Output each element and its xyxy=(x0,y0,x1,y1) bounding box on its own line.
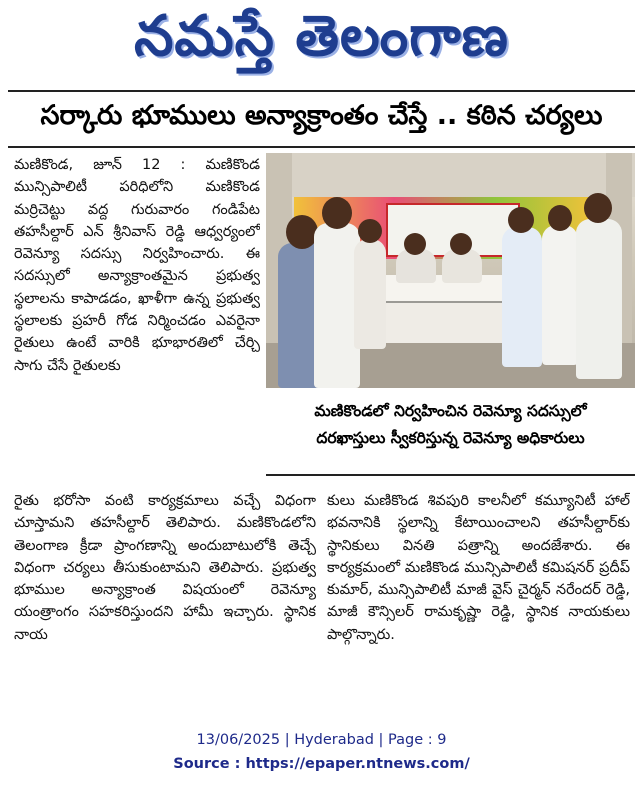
news-photo xyxy=(266,153,635,388)
article-paragraph: రైతు భరోసా వంటి కార్యక్రమాలు వచ్చే విధంగా చూస్తామని తహసీల్దార్ తెలిపారు. మణికొండలోని తెలంగాణ క్రీడా ప్రాంగణాన్ని అందుబాటులోకి తెచ్చే విధంగా చర్యలు తీసుకుంటామని తెలిపారు. ప్రభుత్వ భూముల అన్యాక్రాంత విషయంలో రెవెన్యూ యంత్రాంగం సహకరిస్తుందని హామీ ఇచ్చారు. స్థానిక నాయ xyxy=(14,493,316,643)
article-column-left-top xyxy=(14,154,260,508)
caption-divider xyxy=(266,474,635,476)
photo-caption-line1: మణికొండలో నిర్వహించిన రెవెన్యూ సదస్సులో xyxy=(314,402,587,420)
top-divider xyxy=(8,90,635,92)
article-paragraph: మణికొండ, జూన్ 12 : మణికొండ మున్సిపాలిటీ పరిధిలోని మణికొండ మర్రిచెట్టు వద్ద గురువారం గండిపేట తహసీల్దార్ ఎన్ శ్రీనివాస్ రెడ్డి ఆధ్వర్యంలో రెవెన్యూ సదస్సు నిర్వహించారు. ఈ సదస్సులో అన్యాక్రాంతమైన ప్రభుత్వ స్థలాలను కాపాడడం, ఖాళీగా ఉన్న ప్రభుత్వ స్థలాలకు ప్రహరీ గోడ నిర్మించడం ఎవరైనా రైతులు ఉంటే వారికి భూభారతిలో చేర్చి సాగు చేసే రైతులకు xyxy=(14,157,260,374)
photo-caption xyxy=(266,398,635,468)
article-paragraph: కులు మణికొండ శివపురి కాలనీలో కమ్యూనిటీ హాల్ భవనానికి స్థలాన్ని కేటాయించాలని తహసీల్దార్‌కు స్థానికులు వినతి పత్రాన్ని అందజేశారు. ఈ కార్యక్రమంలో మణికొండ మున్సిపాలిటీ కమిషనర్ ప్రదీప్ కుమార్, మున్సిపాలిటీ మాజీ వైస్ చైర్మన్ నరేందర్ రెడ్డి, మాజీ కౌన్సిలర్ రామకృష్ణా రెడ్డి, స్థానిక నాయకులు పాల్గొన్నారు. xyxy=(327,493,630,643)
article-column-right xyxy=(327,490,630,690)
edition-dateline: 13/06/2025 | Hyderabad | Page : 9 xyxy=(196,732,447,748)
photo-caption-line2: దరఖాస్తులు స్వీకరిస్తున్న రెవెన్యూ అధికారులు xyxy=(316,429,585,447)
article-headline: సర్కారు భూములు అన్యాక్రాంతం చేస్తే .. కఠిన చర్యలు xyxy=(40,100,603,131)
newspaper-title: నమస్తే తెలంగాణ xyxy=(134,3,509,69)
page-footer xyxy=(0,728,643,776)
masthead xyxy=(0,4,643,82)
source-link[interactable]: Source : https://epaper.ntnews.com/ xyxy=(173,756,470,772)
headline-divider xyxy=(8,146,635,148)
